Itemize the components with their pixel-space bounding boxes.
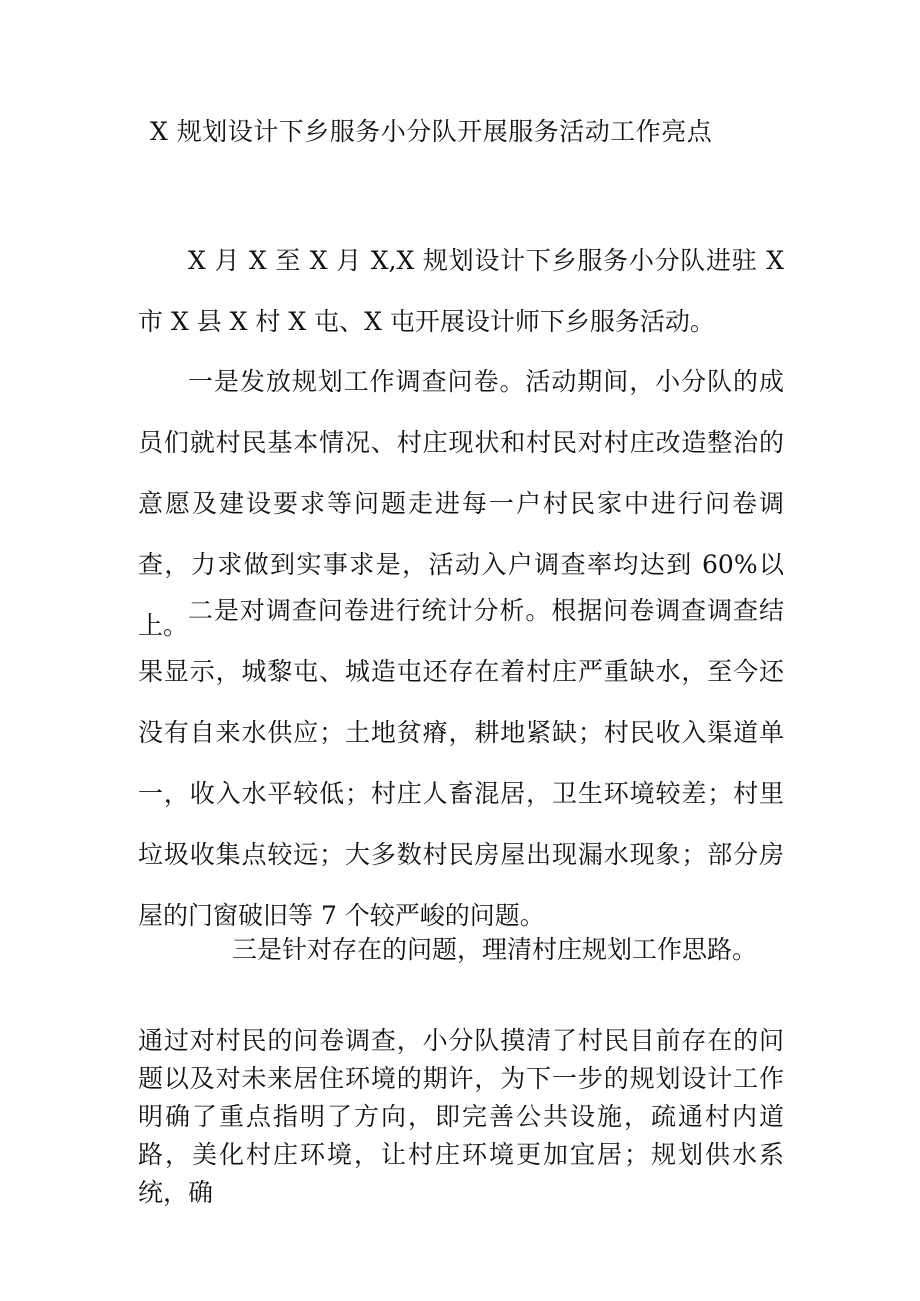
document-title: X 规划设计下乡服务小分队开展服务活动工作亮点 <box>150 117 713 146</box>
intro-paragraph: X 月 X 至 X 月 X,X 规划设计下乡服务小分队进驻 X 市 X 县 X 村 X 屯、X 屯开展设计师下乡服务活动。 <box>138 246 784 336</box>
point-one-paragraph: 一是发放规划工作调查问卷。活动期间，小分队的成员们就村民基本情况、村庄现状和村民对村庄改造整治的意愿及建设要求等问题走进每一户村民家中进行问卷调查，力求做到实事求是，活动入户调查率均达到 60%以上。 <box>138 367 784 640</box>
point-two-paragraph: 二是对调查问卷进行统计分析。根据问卷调查调查结果显示，城黎屯、城造屯还存在着村庄严重缺水，至今还没有自来水供应；土地贫瘠，耕地紧缺；村民收入渠道单一，收入水平较低；村庄人畜混居，卫生环境较差；村里垃圾收集点较远；大多数村民房屋出现漏水现象；部分房屋的门窗破旧等 7 个较严峻的问题。 <box>138 596 784 930</box>
point-three-heading: 三是针对存在的问题，理清村庄规划工作思路。 <box>232 935 758 964</box>
point-three-body: 通过对村民的问卷调查，小分队摸清了村民目前存在的问题以及对未来居住环境的期许，为下一步的规划设计工作明确了重点指明了方向，即完善公共设施，疏通村内道路，美化村庄环境，让村庄环境更加宜居；规划供水系统，确 <box>138 1026 784 1207</box>
